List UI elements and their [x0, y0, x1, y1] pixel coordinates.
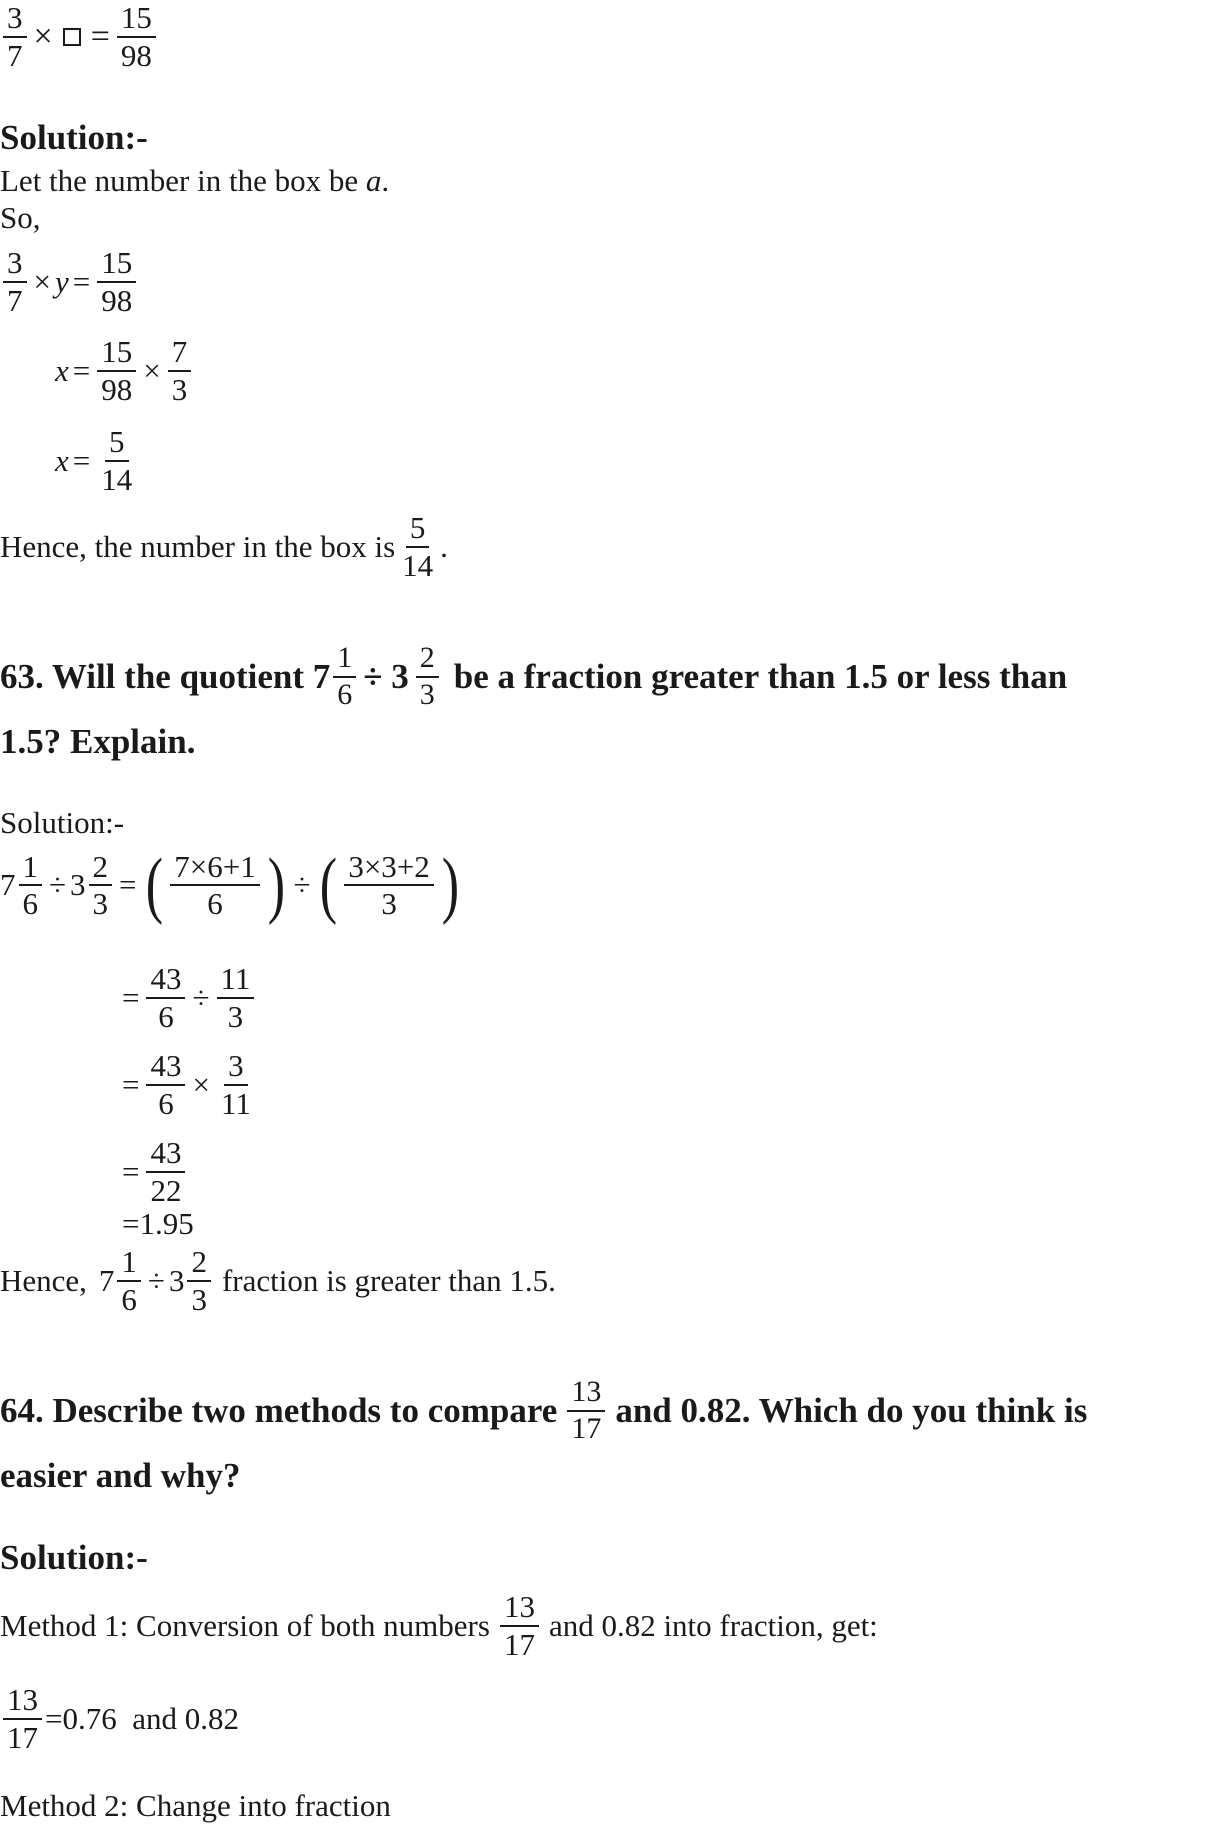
- fraction: $\frac{5}{14}$: [402, 510, 434, 583]
- solution-heading: Solution:-: [0, 1538, 148, 1577]
- fraction: $\frac{15}{98}$: [97, 334, 136, 407]
- fraction: $\frac{2}{3}$: [187, 1244, 211, 1317]
- math-step: x = $\frac{5}{14}$: [55, 424, 139, 497]
- fraction: $\frac{1}{6}$: [19, 849, 43, 922]
- result-line: $\frac{13}{17}$ =0.76 and 0.82: [0, 1682, 239, 1755]
- fraction: $\frac{2}{3}$: [416, 641, 439, 712]
- method-2-line: Method 2: Change into fraction: [0, 1788, 391, 1823]
- fraction: $\frac{13}{17}$: [500, 1589, 539, 1662]
- fraction: $\frac{7\times 6+1}{6}$: [170, 849, 259, 922]
- fraction: $\frac{15}{98}$: [117, 0, 156, 73]
- fraction: $\frac{43}{22}$: [146, 1135, 185, 1208]
- fraction: $\frac{43}{6}$: [146, 961, 185, 1034]
- fraction: $\frac{13}{17}$: [3, 1682, 42, 1755]
- hence-line: Hence, 7 $\frac{1}{6}$ ÷ 3 $\frac{2}{3}$ fraction is greater than 1.5.: [0, 1244, 556, 1317]
- math-step: = $\frac{43}{22}$: [118, 1135, 188, 1208]
- fraction: $\frac{5}{14}$: [101, 424, 133, 497]
- math-step: = $\frac{43}{6}$ ÷ $\frac{11}{3}$: [118, 961, 257, 1034]
- solution-heading: Solution:-: [0, 118, 148, 157]
- q62-equation: $\frac{3}{7}$ × = $\frac{15}{98}$: [0, 0, 159, 73]
- fraction: $\frac{1}{6}$: [117, 1244, 141, 1317]
- text-line: Let the number in the box be a.: [0, 163, 390, 198]
- fraction: $\frac{15}{98}$: [97, 245, 136, 318]
- question-64-line2: easier and why?: [0, 1456, 241, 1495]
- question-64: 64. Describe two methods to compare $\frac{13}{17}$ and 0.82. Which do you think is: [0, 1375, 1088, 1445]
- fraction: $\frac{13}{17}$: [567, 1375, 605, 1446]
- fraction: $\frac{3}{7}$: [3, 0, 27, 73]
- math-step: $\frac{3}{7}$ × y = $\frac{15}{98}$: [0, 245, 139, 318]
- math-step: x = $\frac{15}{98}$ × $\frac{7}{3}$: [55, 334, 194, 407]
- math-step: 7 $\frac{1}{6}$ ÷ 3 $\frac{2}{3}$ = ( $\frac{7\times 6+1}{6}$ ) ÷ ( $\frac{3\times 3+2}{3}$ ): [0, 844, 459, 926]
- fraction: $\frac{1}{6}$: [333, 641, 356, 712]
- solution-heading: Solution:-: [0, 805, 125, 840]
- fraction: $\frac{3\times 3+2}{3}$: [344, 849, 433, 922]
- fraction: $\frac{43}{6}$: [146, 1048, 185, 1121]
- fraction: $\frac{11}{3}$: [217, 961, 255, 1034]
- empty-box-icon: [63, 28, 81, 46]
- fraction: $\frac{7}{3}$: [168, 334, 192, 407]
- fraction: $\frac{3}{11}$: [220, 1048, 251, 1121]
- method-1-line: Method 1: Conversion of both numbers $\frac{13}{17}$ and 0.82 into fraction, get:: [0, 1589, 878, 1662]
- text-line: So,: [0, 200, 41, 235]
- math-step: = $\frac{43}{6}$ × $\frac{3}{11}$: [118, 1048, 258, 1121]
- question-63: 63. Will the quotient 7 $\frac{1}{6}$ ÷ 3 $\frac{2}{3}$ be a fraction greater than 1.5 or less than: [0, 641, 1068, 711]
- fraction: $\frac{3}{7}$: [3, 245, 27, 318]
- question-63-line2: 1.5? Explain.: [0, 722, 196, 761]
- fraction: $\frac{2}{3}$: [89, 849, 113, 922]
- hence-line: Hence, the number in the box is $\frac{5}{14}$ .: [0, 510, 448, 583]
- math-step: =1.95: [122, 1206, 194, 1241]
